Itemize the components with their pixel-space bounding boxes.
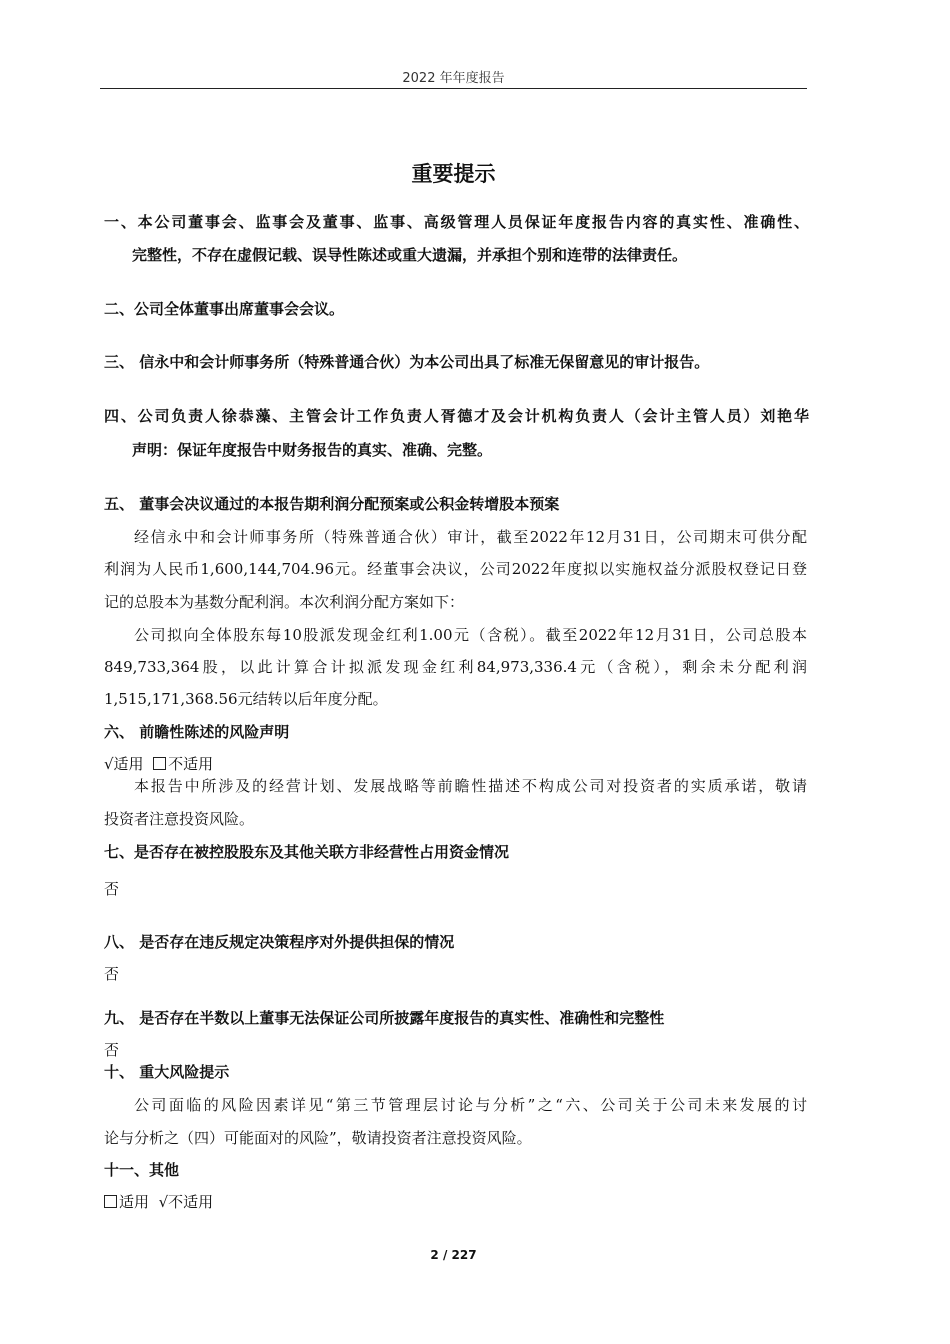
item-1-line-2: 完整性，不存在虚假记载、误导性陈述或重大遗漏，并承担个别和连带的法律责任。	[132, 246, 688, 264]
item-4-line-1: 四、公司负责人徐恭藻、主管会计工作负责人胥德才及会计机构负责人（会计主管人员）刘艳华	[104, 407, 809, 425]
unchecked-applicable: 适用	[119, 1193, 150, 1211]
checkbox-icon	[153, 757, 166, 770]
checked-applicable: √适用	[104, 755, 144, 773]
item-11-checkbox-row	[104, 1192, 809, 1212]
item-5-para-2-line-2: 849,733,364股，以此计算合计拟派发现金红利84,973,336.4元（含税），剩余未分配利润	[104, 658, 807, 676]
item-6-para-line-1: 本报告中所涉及的经营计划、发展战略等前瞻性描述不构成公司对投资者的实质承诺，敬请	[134, 777, 807, 795]
checkbox-icon	[104, 1195, 117, 1208]
item-5-para-1-line-2: 利润为人民币1,600,144,704.96元。经董事会决议，公司2022年度拟以实施权益分派股权登记日登	[104, 560, 807, 578]
item-11-heading: 十一、其他	[104, 1161, 180, 1179]
item-5-heading: 五、 董事会决议通过的本报告期利润分配预案或公积金转增股本预案	[104, 495, 560, 513]
item-2: 二、公司全体董事出席董事会会议。	[104, 300, 345, 318]
item-10-para-line-1: 公司面临的风险因素详见“第三节管理层讨论与分析”之“六、公司关于公司未来发展的讨	[134, 1096, 807, 1114]
page-header: 2022 年年度报告	[402, 71, 505, 86]
item-8-answer: 否	[104, 965, 120, 983]
item-5-para-2-line-1: 公司拟向全体股东每10股派发现金红利1.00元（含税）。截至2022年12月31日，公司总股本	[134, 626, 807, 644]
item-7-answer: 否	[104, 880, 120, 898]
section-title: 重要提示	[411, 162, 496, 186]
item-3: 三、 信永中和会计师事务所（特殊普通合伙）为本公司出具了标准无保留意见的审计报告。	[104, 353, 710, 371]
item-5-para-1-line-1: 经信永中和会计师事务所（特殊普通合伙）审计，截至2022年12月31日，公司期末可供分配	[134, 528, 807, 546]
item-8-heading: 八、 是否存在违反规定决策程序对外提供担保的情况	[104, 933, 455, 951]
item-6-para-line-2: 投资者注意投资风险。	[104, 810, 255, 828]
item-9-heading: 九、 是否存在半数以上董事无法保证公司所披露年度报告的真实性、准确性和完整性	[104, 1009, 665, 1027]
item-6-checkbox-row	[104, 754, 809, 774]
item-10-heading: 十、 重大风险提示	[104, 1063, 230, 1081]
item-7-heading: 七、是否存在被控股股东及其他关联方非经营性占用资金情况	[104, 843, 510, 861]
item-1-line-1: 一、本公司董事会、监事会及董事、监事、高级管理人员保证年度报告内容的真实性、准确性、	[104, 213, 809, 231]
item-10-para-line-2: 论与分析之（四）可能面对的风险”，敬请投资者注意投资风险。	[104, 1129, 532, 1147]
unchecked-not-applicable: 不适用	[168, 755, 214, 773]
item-5-para-1-line-3: 记的总股本为基数分配利润。本次利润分配方案如下：	[104, 593, 465, 611]
item-9-answer: 否	[104, 1041, 120, 1059]
header-rule	[100, 88, 807, 89]
page-number: 2 / 227	[430, 1248, 477, 1262]
item-6-heading: 六、 前瞻性陈述的风险声明	[104, 723, 290, 741]
checked-not-applicable: √不适用	[158, 1193, 214, 1211]
item-5-para-2-line-3: 1,515,171,368.56元结转以后年度分配。	[104, 690, 388, 708]
item-4-line-2: 声明：保证年度报告中财务报告的真实、准确、完整。	[132, 441, 493, 459]
